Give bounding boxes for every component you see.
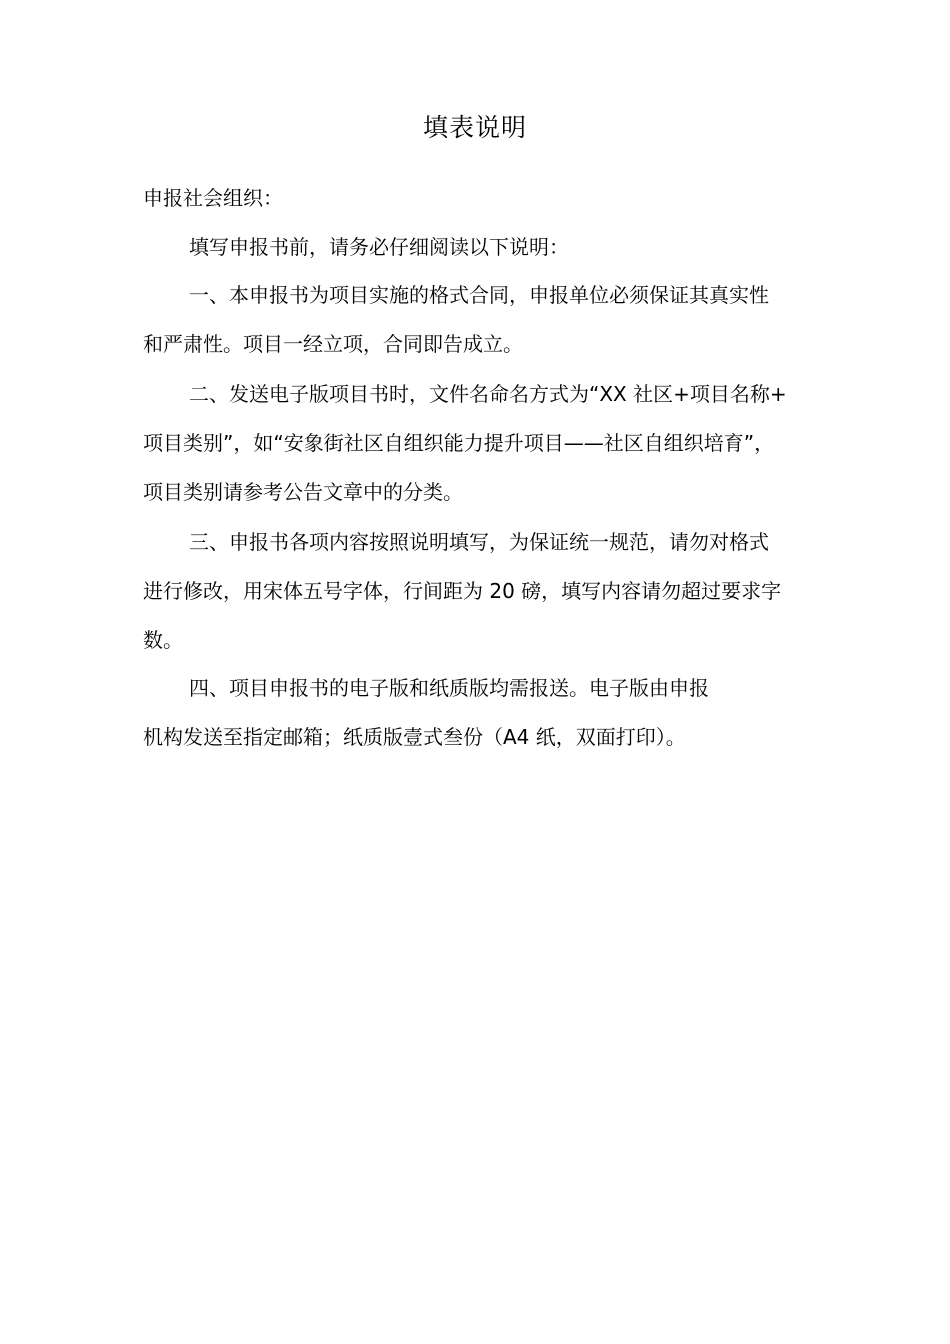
- instruction-item-1: [143, 271, 848, 369]
- item-3-line-3: 数。: [143, 628, 183, 652]
- instruction-item-4: [143, 664, 848, 762]
- item-2-line-2: 项目类别”，如“安象街社区自组织能力提升项目——社区自组织培育”，: [143, 431, 775, 455]
- intro-paragraph: [143, 223, 848, 272]
- instruction-item-2: [143, 370, 848, 517]
- item-2-line-1: 二、发送电子版项目书时，文件名命名方式为“XX 社区+项目名称+: [189, 382, 787, 406]
- item-2-line-3: 项目类别请参考公告文章中的分类。: [143, 480, 463, 504]
- page-title: 填表说明: [422, 113, 527, 142]
- salutation-line: 申报社会组织：: [143, 186, 283, 210]
- item-4-line-1: 四、项目申报书的电子版和纸质版均需报送。电子版由申报: [189, 676, 709, 700]
- intro-line: 填写申报书前，请务必仔细阅读以下说明：: [189, 235, 569, 259]
- item-4-line-2: 机构发送至指定邮箱；纸质版壹式叁份（A4 纸，双面打印）。: [143, 725, 686, 749]
- instruction-item-3: [143, 518, 848, 665]
- item-1-line-1: 一、本申报书为项目实施的格式合同，申报单位必须保证其真实性: [189, 283, 769, 307]
- item-3-line-1: 三、申报书各项内容按照说明填写，为保证统一规范，请勿对格式: [189, 530, 769, 554]
- item-3-line-2: 进行修改，用宋体五号字体，行间距为 20 磅，填写内容请勿超过要求字: [143, 579, 782, 603]
- salutation: [143, 174, 848, 223]
- item-1-line-2: 和严肃性。项目一经立项，合同即告成立。: [143, 332, 523, 356]
